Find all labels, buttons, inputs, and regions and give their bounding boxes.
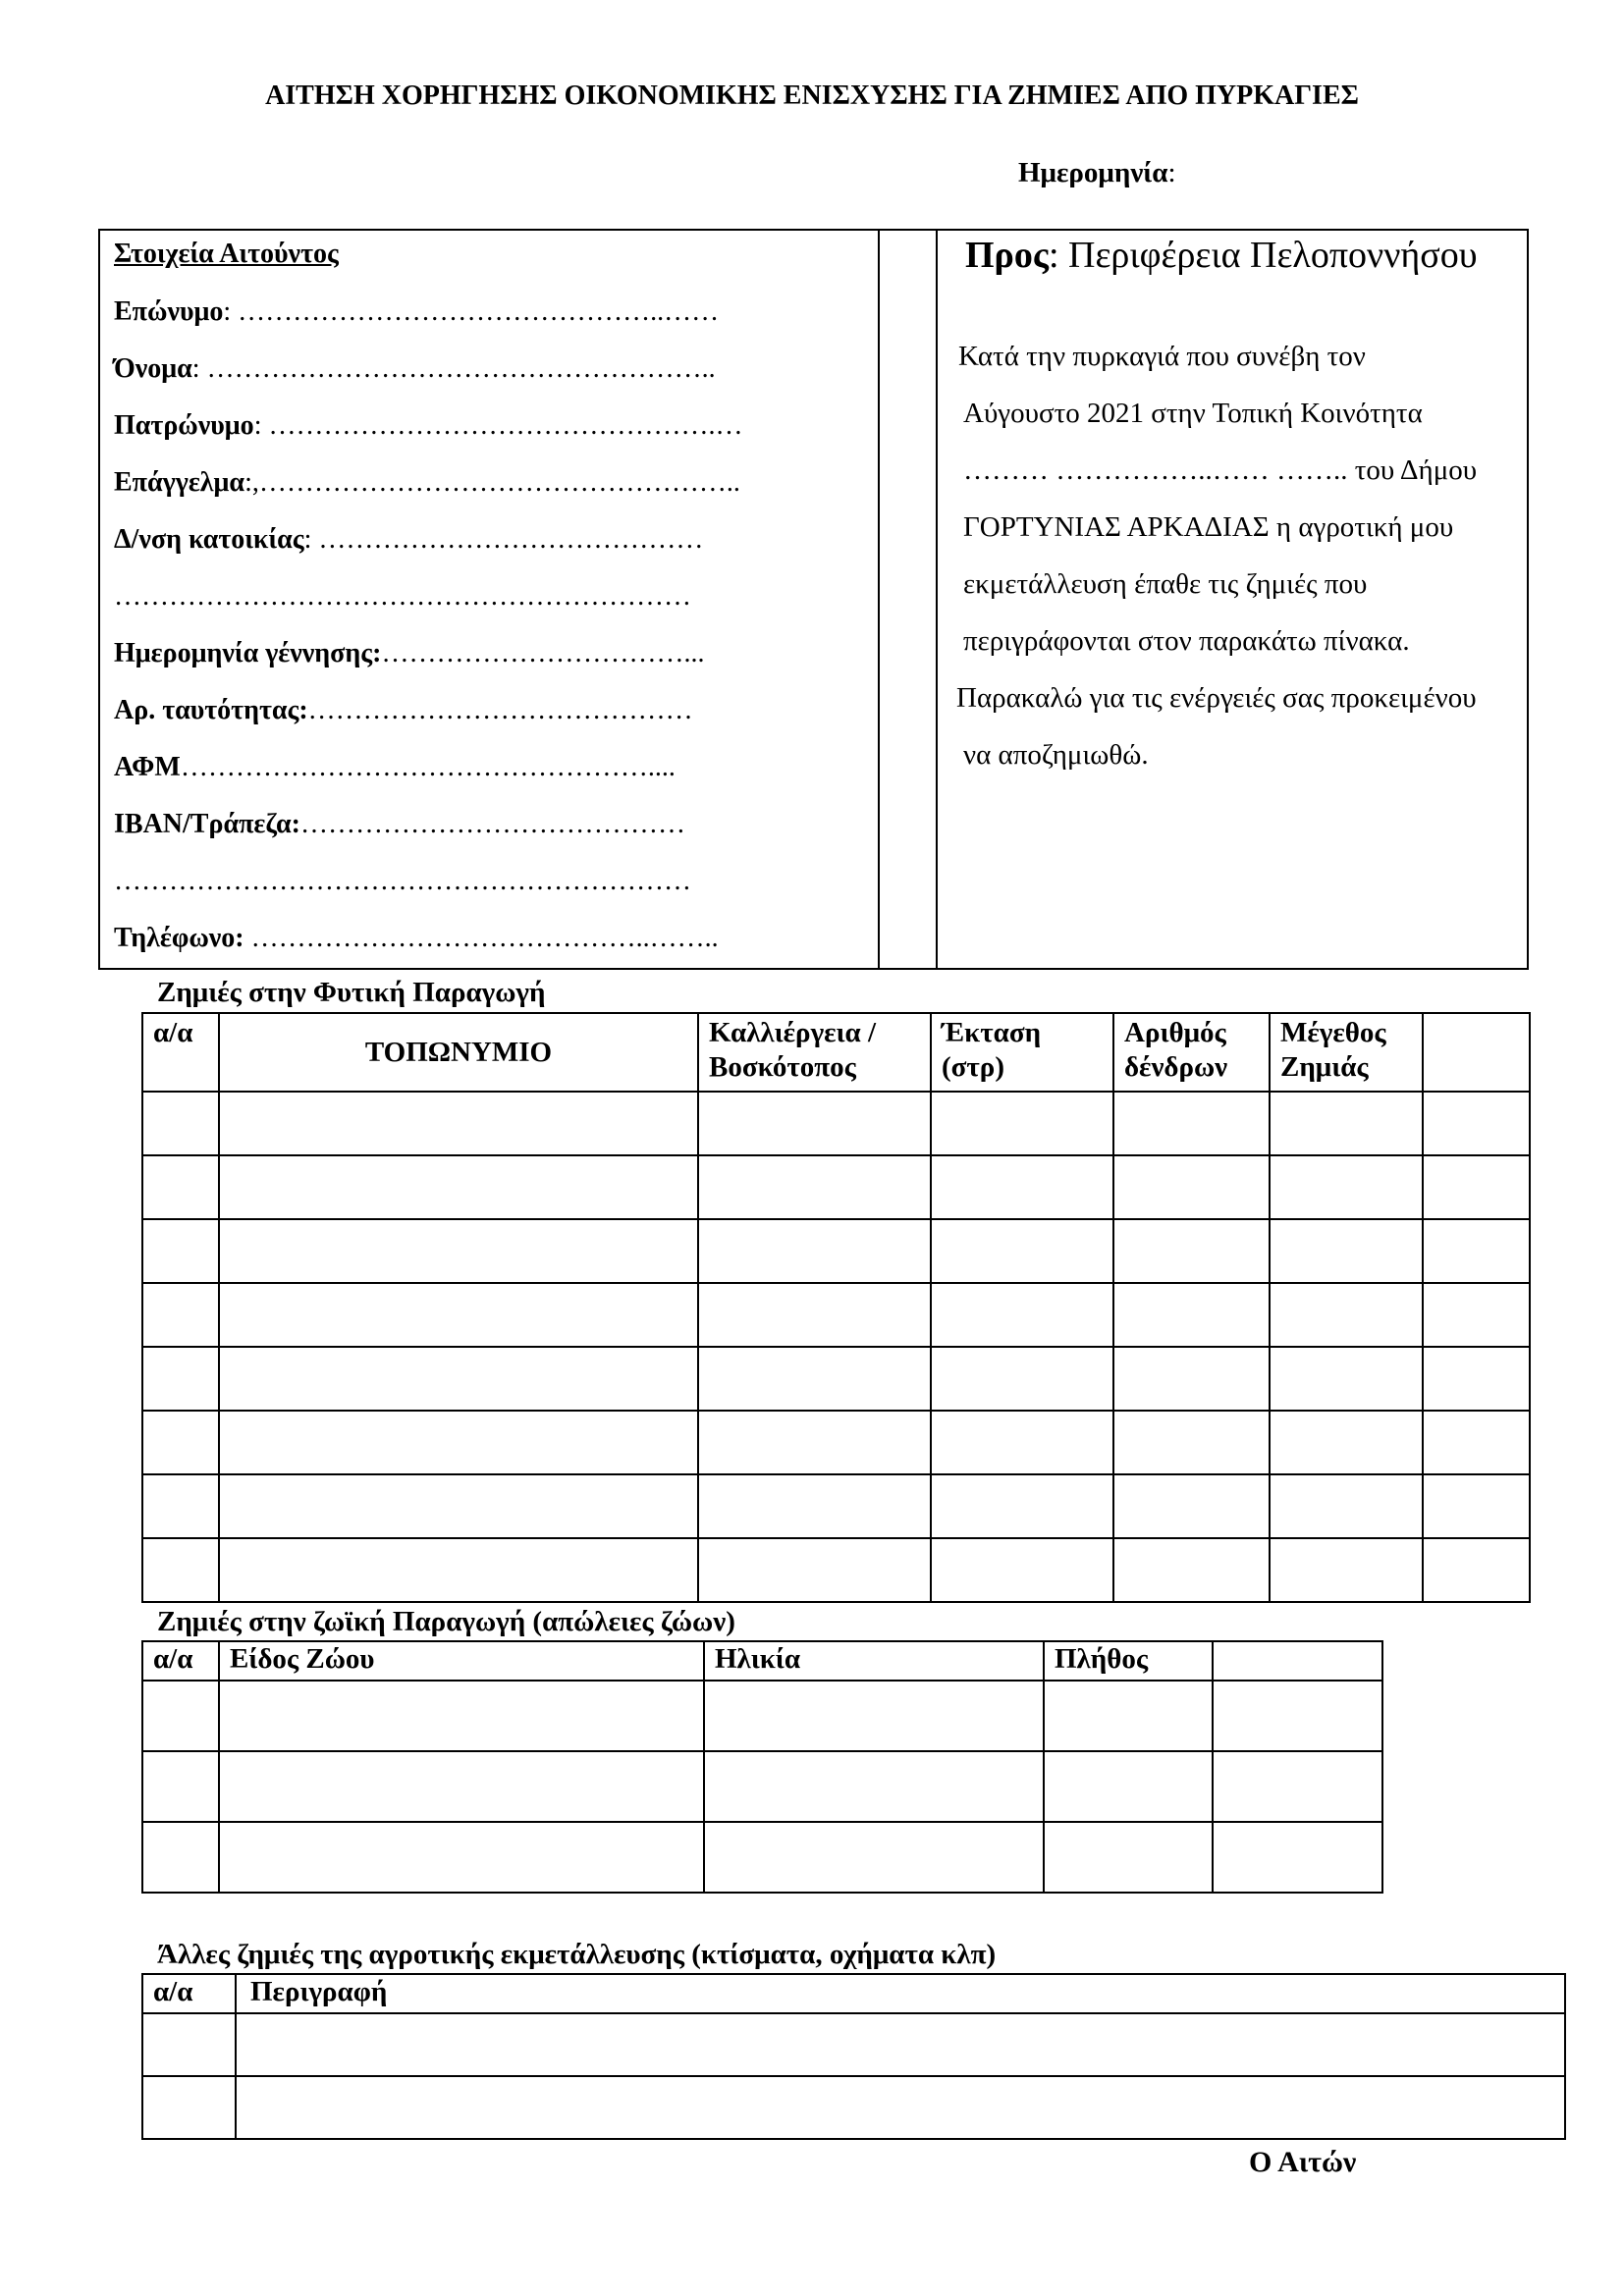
col-animal-type: Είδος Ζώου [219, 1641, 704, 1681]
table-row[interactable] [142, 1538, 1530, 1602]
table-row[interactable] [142, 1155, 1530, 1219]
col-age: Ηλικία [704, 1641, 1044, 1681]
animal-damage-heading: Ζημιές στην ζωϊκή Παραγωγή (απώλειες ζώων) [157, 1606, 735, 1637]
table-header-row [142, 1974, 1565, 2013]
recipient-to: Προς: Περιφέρεια Πελοποννήσου [965, 235, 1478, 276]
col-trees: Αριθμός δένδρων [1113, 1013, 1270, 1092]
col-count: Πλήθος [1044, 1641, 1213, 1681]
date-label: Ημερομηνία [1018, 157, 1168, 188]
recipient-line: Αύγουστο 2021 στην Τοπική Κοινότητα [963, 398, 1423, 429]
other-damage-table [141, 1973, 1566, 2140]
date-colon: : [1167, 157, 1176, 188]
field-phone[interactable]: Τηλέφωνο: ……………………………………..…….. [114, 923, 719, 953]
recipient-line: να αποζημιωθώ. [963, 739, 1149, 771]
table-row[interactable] [142, 1092, 1530, 1155]
field-tax-number[interactable]: ΑΦΜ…………………………………………….... [114, 752, 676, 782]
table-row[interactable] [142, 1822, 1382, 1893]
field-iban-line-2[interactable]: ……………………………………………………… [114, 866, 691, 896]
col-crop: Καλλιέργεια / Βοσκότοπος [698, 1013, 931, 1092]
table-row[interactable] [142, 2013, 1565, 2076]
table-row[interactable] [142, 1347, 1530, 1411]
col-extra [1213, 1641, 1382, 1681]
col-aa: α/α [142, 1641, 219, 1681]
recipient-line: Κατά την πυρκαγιά που συνέβη τον [958, 341, 1366, 372]
form-title: ΑΙΤΗΣΗ ΧΟΡΗΓΗΣΗΣ ΟΙΚΟΝΟΜΙΚΗΣ ΕΝΙΣΧΥΣΗΣ ΓΙΑ ΖΗΜΙΕΣ ΑΠΟ ΠΥΡΚΑΓΙΕΣ [265, 80, 1359, 111]
field-first-name[interactable]: Όνομα: ……………………………………………….. [114, 353, 716, 384]
col-description: Περιγραφή [236, 1974, 1565, 2013]
col-place-name: ΤΟΠΩΝΥΜΙΟ [219, 1013, 698, 1092]
field-fathers-name[interactable]: Πατρώνυμο: ………………………………………….… [114, 410, 743, 441]
recipient-line: ΓΟΡΤΥΝΙΑΣ ΑΡΚΑΔΙΑΣ η αγροτική μου [963, 511, 1454, 543]
applicant-heading: Στοιχεία Αιτούντος [114, 239, 339, 269]
date-line [1018, 157, 1176, 189]
recipient-line: ……… ……………..…… …….. του Δήμου [963, 454, 1478, 486]
field-birth-date[interactable]: Ημερομηνία γέννησης:……………………………... [114, 638, 705, 668]
box-divider-1 [878, 231, 880, 968]
table-row[interactable] [142, 1411, 1530, 1474]
table-row[interactable] [142, 1681, 1382, 1751]
table-row[interactable] [142, 1751, 1382, 1822]
field-occupation[interactable]: Επάγγελμα:,…………………………………………….. [114, 467, 740, 498]
plant-damage-heading: Ζημιές στην Φυτική Παραγωγή [157, 977, 546, 1008]
applicant-recipient-box [98, 229, 1529, 970]
field-iban-bank[interactable]: ΙΒΑΝ/Τράπεζα:…………………………………… [114, 809, 685, 839]
table-header-row [142, 1641, 1382, 1681]
field-address[interactable]: Δ/νση κατοικίας: …………………………………… [114, 524, 704, 555]
box-divider-2 [936, 231, 938, 968]
table-row[interactable] [142, 1283, 1530, 1347]
recipient-line: περιγράφονται στον παρακάτω πίνακα. [963, 625, 1410, 657]
col-area: Έκταση (στρ) [931, 1013, 1113, 1092]
signature-label: Ο Αιτών [1249, 2146, 1357, 2178]
other-damage-heading: Άλλες ζημιές της αγροτικής εκμετάλλευσης (κτίσματα, οχήματα κλπ) [157, 1939, 997, 1970]
plant-damage-table [141, 1012, 1531, 1603]
table-row[interactable] [142, 1474, 1530, 1538]
table-row[interactable] [142, 1219, 1530, 1283]
field-address-line-2[interactable]: ……………………………………………………… [114, 581, 691, 612]
col-extra [1423, 1013, 1530, 1092]
field-id-number[interactable]: Αρ. ταυτότητας:…………………………………… [114, 695, 693, 725]
table-row[interactable] [142, 2076, 1565, 2139]
recipient-line: Παρακαλώ για τις ενέργειές σας προκειμένου [956, 682, 1477, 714]
recipient-line: εκμετάλλευση έπαθε τις ζημιές που [963, 568, 1368, 600]
animal-damage-table [141, 1640, 1383, 1894]
col-aa: α/α [142, 1974, 236, 2013]
table-header-row [142, 1013, 1530, 1092]
col-damage-size: Μέγεθος Ζημιάς [1270, 1013, 1423, 1092]
field-surname[interactable]: Επώνυμο: ………………………………………..…… [114, 296, 720, 327]
col-aa: α/α [142, 1013, 219, 1092]
